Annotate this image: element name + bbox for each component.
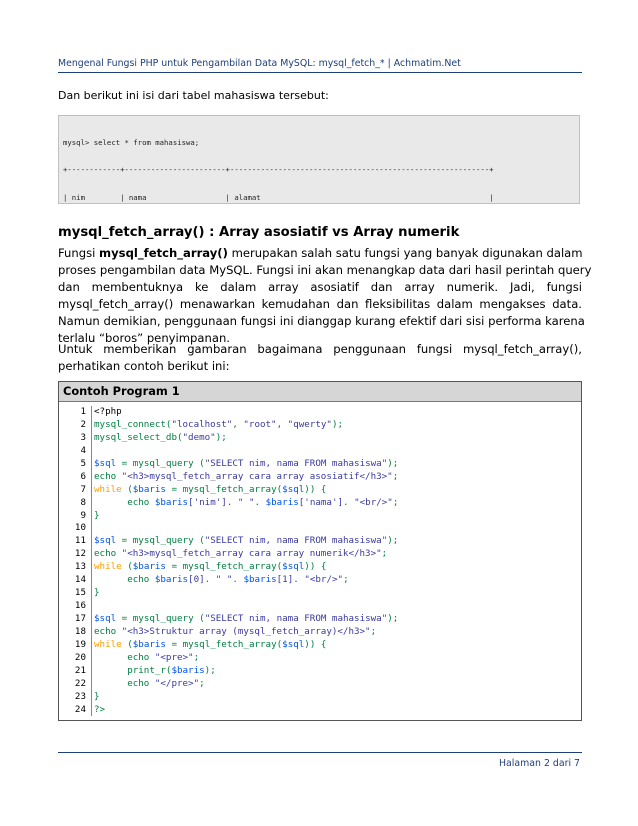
section-heading: mysql_fetch_array() : Array asosiatif vs Array numerik	[58, 225, 460, 240]
paragraph-example-intro	[58, 341, 582, 375]
line-number: 23	[74, 690, 86, 702]
line-number: 1	[80, 406, 86, 417]
text-run: Fungsi	[58, 246, 100, 260]
code-listing	[58, 381, 582, 721]
paragraph-line: Untuk memberikan gambaran bagaimana penggunaan fungsi mysql_fetch_array(),	[58, 342, 582, 356]
line-number: 21	[74, 664, 86, 676]
code-line: while ($baris = mysql_fetch_array($sql)) {	[94, 638, 327, 650]
line-number-gutter	[63, 406, 92, 716]
line-number: 12	[74, 548, 86, 560]
code-line: echo $baris['nim']. " ". $baris['nama']. "<br/>";	[94, 496, 399, 508]
line-number: 2	[80, 418, 86, 430]
code-line: while ($baris = mysql_fetch_array($sql)) {	[94, 561, 327, 573]
code-line: echo "<h3>mysql_fetch_array cara array numerik</h3>";	[94, 548, 388, 560]
line-number: 17	[74, 613, 86, 624]
line-number: 22	[74, 677, 86, 689]
line-number: 20	[74, 651, 86, 663]
code-line	[94, 522, 574, 535]
paragraph-line: Namun demikian, penggunaan fungsi ini dianggap kurang efektif dari sisi performa karena	[58, 314, 585, 328]
code-area	[63, 406, 577, 716]
line-number: 9	[80, 509, 86, 521]
code-line: ?>	[94, 703, 106, 715]
paragraph-fetch-array	[58, 245, 592, 347]
header-divider	[58, 72, 582, 73]
code-line	[94, 445, 574, 458]
code-line: echo $baris[0]. " ". $baris[1]. "<br/>";	[94, 574, 349, 586]
console-line: | nim | nama | alamat |	[63, 193, 494, 203]
code-lines	[94, 406, 574, 717]
code-line: }	[94, 690, 100, 702]
line-number: 11	[74, 535, 86, 547]
line-number: 14	[74, 574, 86, 586]
code-line: echo "</pre>";	[94, 677, 205, 689]
intro-sentence: Dan berikut ini isi dari tabel mahasiswa tersebut:	[58, 89, 329, 102]
line-number: 10	[74, 522, 86, 534]
line-number: 16	[74, 600, 86, 612]
code-line: $sql = mysql_query ("SELECT nim, nama FROM mahasiswa");	[94, 613, 399, 624]
text-run: merupakan salah satu fungsi yang banyak digunakan dalam	[227, 246, 583, 260]
code-line: $sql = mysql_query ("SELECT nim, nama FROM mahasiswa");	[94, 535, 399, 547]
code-line: <?php	[94, 406, 122, 417]
code-line: }	[94, 509, 100, 521]
line-number: 24	[74, 703, 86, 715]
line-number: 8	[80, 496, 86, 508]
code-line: echo "<pre>";	[94, 651, 200, 663]
mysql-console-output	[58, 115, 580, 204]
line-number: 7	[80, 483, 86, 495]
line-number: 3	[80, 431, 86, 443]
paragraph-line: proses pengambilan data MySQL. Fungsi ini akan menangkap data dari hasil perintah query	[58, 263, 592, 277]
code-line: mysql_select_db("demo");	[94, 431, 227, 443]
line-number: 18	[74, 625, 86, 637]
line-number: 19	[74, 638, 86, 650]
paragraph-line: terlalu “boros” penyimpanan.	[58, 331, 230, 345]
function-name-bold: mysql_fetch_array()	[99, 246, 228, 260]
line-number: 6	[80, 470, 86, 482]
code-line: echo "<h3>Struktur array (mysql_fetch_array)</h3>";	[94, 625, 377, 637]
code-line: while ($baris = mysql_fetch_array($sql)) {	[94, 483, 327, 495]
paragraph-line: mysql_fetch_array() menawarkan kemudahan dan fleksibilitas dalam mengakses data.	[58, 297, 582, 311]
code-line: $sql = mysql_query ("SELECT nim, nama FROM mahasiswa");	[94, 457, 399, 469]
console-line: +------------+-----------------------+-----------------------------------------------------------+	[63, 165, 494, 175]
console-line: mysql> select * from mahasiswa;	[63, 137, 200, 147]
footer-divider	[58, 752, 582, 753]
page-number: Halaman 2 dari 7	[499, 758, 580, 769]
line-number: 4	[80, 444, 86, 456]
code-line: mysql_connect("localhost", "root", "qwerty");	[94, 418, 344, 430]
paragraph-line: perhatikan contoh berikut ini:	[58, 359, 230, 373]
paragraph-line	[58, 245, 582, 262]
line-number: 15	[74, 587, 86, 599]
line-number: 13	[74, 561, 86, 573]
code-line: }	[94, 587, 100, 599]
paragraph-line: dan membentuknya ke dalam array asosiatif dan array numerik. Jadi, fungsi	[58, 280, 582, 294]
running-header: Mengenal Fungsi PHP untuk Pengambilan Data MySQL: mysql_fetch_* | Achmatim.Net	[58, 58, 461, 69]
line-number: 5	[80, 457, 86, 469]
code-listing-title: Contoh Program 1	[59, 382, 581, 402]
code-line: print_r($baris);	[94, 664, 216, 676]
code-line	[94, 600, 574, 613]
code-line: echo "<h3>mysql_fetch_array cara array asosiatif</h3>";	[94, 470, 399, 482]
